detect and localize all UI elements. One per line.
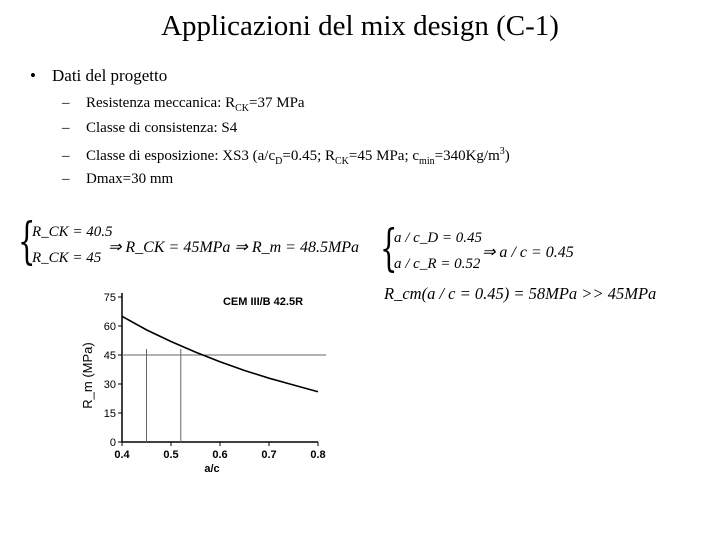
y-tick-label: 15: [103, 408, 116, 420]
bullet-dot-icon: •: [30, 66, 36, 85]
formula-rck-2: R_CK = 45: [32, 250, 102, 266]
formula-ac-d: a / c_D = 0.45: [394, 230, 483, 246]
bullet-dati-progetto: [30, 66, 167, 86]
list-item-consistenza: – Classe di consistenza: S4: [62, 120, 238, 136]
formula-right-result: ⇒ a / c = 0.45: [482, 244, 574, 261]
list-item-dmax: – Dmax=30 mm: [62, 171, 174, 187]
x-axis-label: a/c: [204, 463, 220, 475]
y-tick-label: 60: [103, 321, 116, 333]
formula-ac-r: a / c_R = 0.52: [394, 256, 481, 272]
left-brace-icon: {: [18, 212, 36, 270]
y-tick-label: 75: [103, 292, 116, 304]
x-tick-label: 0.5: [163, 449, 179, 461]
x-tick-label: 0.6: [212, 449, 228, 461]
y-tick-label: 0: [109, 437, 116, 449]
x-tick-label: 0.4: [114, 449, 130, 461]
list-item-resistenza: – Resistenza meccanica: $R_{CK}=37$ MPa: [62, 95, 305, 114]
formula-rck-1: R_CK = 40.5: [32, 224, 113, 240]
formula-rcm: R_cm(a / c = 0.45) = 58MPa >> 45MPa: [384, 284, 657, 303]
right-brace-icon: {: [380, 219, 398, 277]
series-line: [122, 316, 318, 391]
strength-vs-wc-chart: [60, 278, 360, 478]
dash-icon: –: [62, 95, 70, 111]
y-tick-label: 30: [103, 379, 116, 391]
y-axis-label: R_m (MPa): [80, 342, 95, 409]
dash-icon: –: [62, 120, 70, 136]
bullet-label: Dati del progetto: [52, 66, 168, 85]
list-item-esposizione: – Classe di esposizione: XS3 ($a/c_D=0.45$; $R_{CK}=45$ MPa; $c_{min}=340Kg/m^3$): [62, 146, 510, 167]
slide-title: Applicazioni del mix design (C-1): [161, 10, 559, 42]
formula-left-result: ⇒ R_CK = 45MPa ⇒ R_m = 48.5MPa: [108, 239, 360, 256]
x-tick-label: 0.7: [261, 449, 277, 461]
y-tick-label: 45: [103, 350, 116, 362]
dash-icon: –: [62, 148, 70, 164]
x-tick-label: 0.8: [310, 449, 326, 461]
dash-icon: –: [62, 171, 70, 187]
chart-title: CEM III/B 42.5R: [222, 296, 304, 308]
